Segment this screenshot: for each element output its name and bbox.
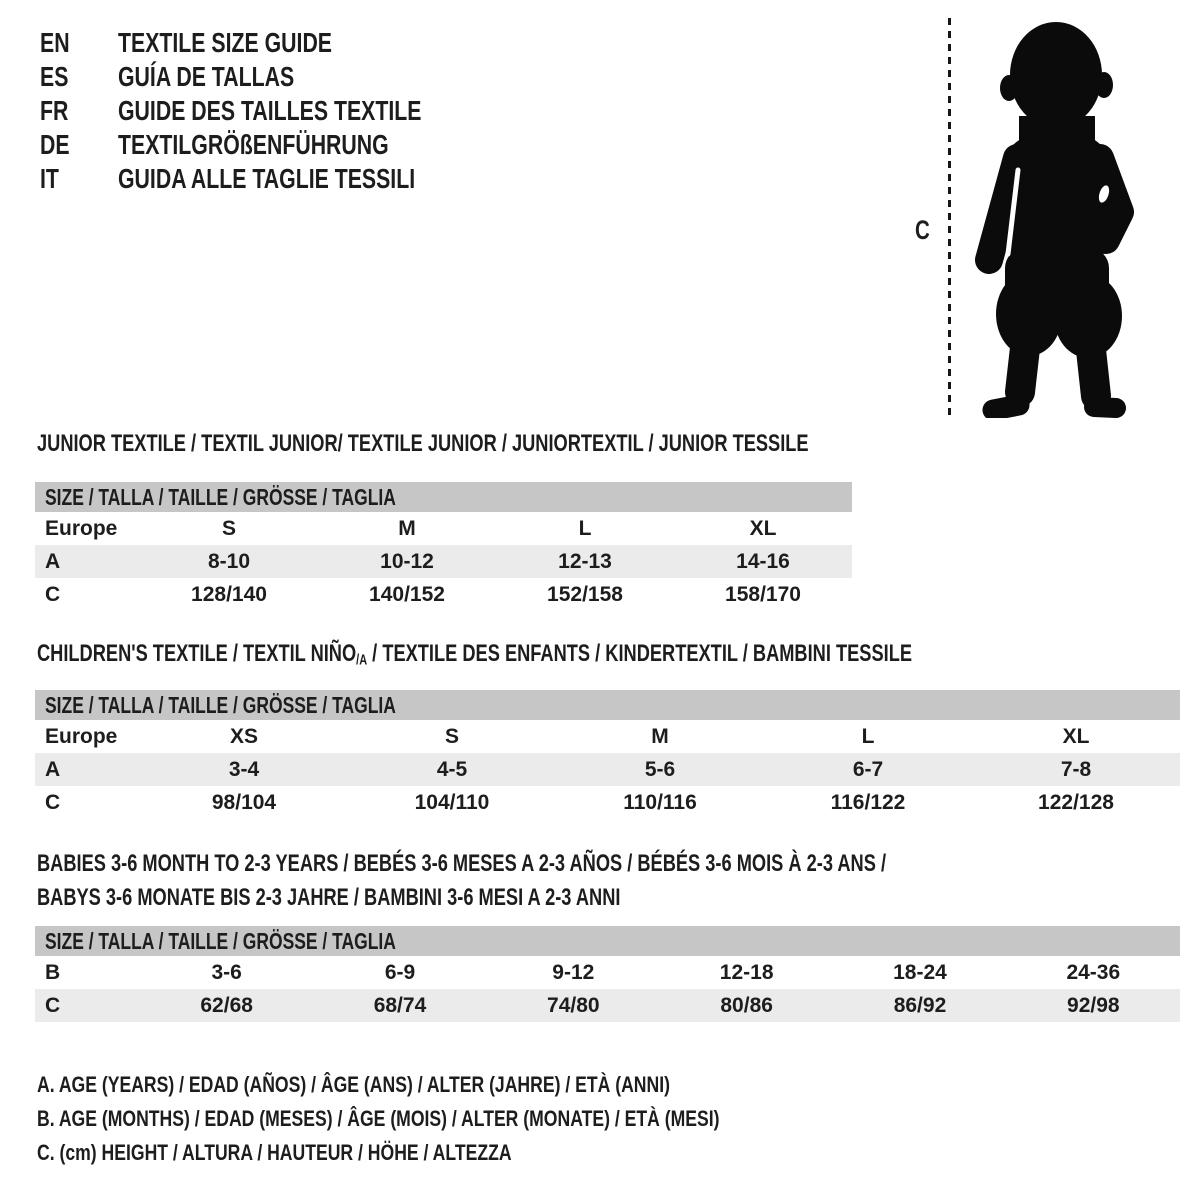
legend-line-a: [37, 1068, 890, 1102]
row-label: A: [45, 757, 61, 781]
age-cell: 5-6: [644, 757, 676, 781]
legend-text: B. AGE (MONTHS) / EDAD (MESES) / ÂGE (MOIS) / ALTER (MONATE) / ETÀ (MESI): [37, 1106, 720, 1131]
age-cell: 4-5: [436, 757, 468, 781]
section-title-junior-text: JUNIOR TEXTILE / TEXTIL JUNIOR/ TEXTILE JUNIOR / JUNIORTEXTIL / JUNIOR TESSILE: [37, 430, 809, 457]
language-row-es: [40, 60, 517, 94]
row-label: A: [45, 549, 61, 573]
height-cell: 68/74: [373, 993, 427, 1017]
age-cell: 7-8: [1060, 757, 1092, 781]
height-cell: 128/140: [191, 582, 267, 606]
language-row-de: [40, 128, 517, 162]
title-part: / TEXTILE DES ENFANTS / KINDERTEXTIL / BAMBINI TESSILE: [367, 640, 912, 667]
language-row-fr: [40, 94, 517, 128]
legend-line-c: [37, 1136, 890, 1170]
size-cell: M: [398, 516, 416, 540]
height-cell: 122/128: [1038, 790, 1114, 814]
height-cell: 92/98: [1067, 993, 1120, 1017]
size-cell: XL: [749, 516, 777, 540]
size-cell: S: [444, 724, 459, 748]
section-title-babies-line2: BABYS 3-6 MONATE BIS 2-3 JAHRE / BAMBINI 3-6 MESI A 2-3 ANNI: [37, 884, 621, 911]
size-row-height: [35, 578, 852, 611]
language-row-en: [40, 26, 517, 60]
language-code: FR: [40, 95, 69, 126]
age-cell: 18-24: [893, 960, 947, 984]
title-part: CHILDREN'S TEXTILE / TEXTIL NIÑO: [37, 640, 357, 667]
section-title-babies-line1: BABIES 3-6 MONTH TO 2-3 YEARS / BEBÉS 3-6 MESES A 2-3 AÑOS / BÉBÉS 3-6 MOIS À 2-3 ANS /: [37, 850, 887, 877]
size-header-text: SIZE / TALLA / TAILLE / GRÖSSE / TAGLIA: [45, 691, 396, 718]
section-title-babies: [37, 847, 1154, 915]
age-cell: 6-9: [384, 960, 416, 984]
size-cell: M: [651, 724, 669, 748]
row-label: Europe: [45, 516, 118, 540]
legend-line-b: [37, 1102, 890, 1136]
title-subscript: /A: [356, 652, 368, 669]
height-cell: 152/158: [547, 582, 623, 606]
size-header-bar: [35, 482, 852, 512]
height-cell: 62/68: [200, 993, 253, 1017]
height-measure-label: C: [915, 215, 930, 245]
row-label: Europe: [45, 724, 118, 748]
legend-text: C. (cm) HEIGHT / ALTURA / HAUTEUR / HÖHE / ALTEZZA: [37, 1140, 512, 1165]
age-cell: 9-12: [552, 960, 595, 984]
language-code: DE: [40, 129, 70, 160]
age-cell: 24-36: [1066, 960, 1121, 984]
size-row-europe: [35, 512, 852, 545]
size-header-bar: [35, 690, 1180, 720]
height-cell: 158/170: [725, 582, 801, 606]
size-cell: XS: [229, 724, 258, 748]
toddler-silhouette-icon: [963, 18, 1143, 418]
language-title-list: [40, 26, 517, 196]
language-code: IT: [40, 163, 59, 194]
age-cell: 3-6: [211, 960, 242, 984]
size-header-text: SIZE / TALLA / TAILLE / GRÖSSE / TAGLIA: [45, 927, 396, 954]
size-header-text: SIZE / TALLA / TAILLE / GRÖSSE / TAGLIA: [45, 483, 396, 510]
size-header-bar: [35, 926, 1180, 956]
row-label: C: [45, 582, 61, 606]
size-row-height: [35, 786, 1180, 819]
section-title-children-text: [37, 640, 912, 669]
language-row-it: [40, 162, 517, 196]
height-cell: 110/116: [623, 790, 697, 814]
measurement-legend: [37, 1068, 890, 1170]
children-size-table: [35, 690, 1180, 819]
language-code: EN: [40, 27, 70, 58]
age-cell: 12-13: [558, 549, 612, 573]
size-row-europe: [35, 720, 1180, 753]
height-cell: 98/104: [211, 790, 277, 814]
size-row-age-months: [35, 956, 1180, 989]
guide-title-es: GUÍA DE TALLAS: [118, 61, 295, 92]
language-code: ES: [40, 61, 69, 92]
height-cell: 74/80: [547, 993, 600, 1017]
legend-text: A. AGE (YEARS) / EDAD (AÑOS) / ÂGE (ANS) / ALTER (JAHRE) / ETÀ (ANNI): [37, 1072, 670, 1097]
age-cell: 8-10: [207, 549, 251, 573]
row-label: B: [45, 960, 61, 984]
height-cell: 116/122: [830, 790, 906, 814]
guide-title-en: TEXTILE SIZE GUIDE: [118, 27, 333, 58]
babies-size-table: [35, 926, 1180, 1022]
size-cell: L: [578, 516, 592, 540]
row-label: C: [45, 790, 61, 814]
height-cell: 104/110: [414, 790, 490, 814]
size-row-height: [35, 989, 1180, 1022]
age-cell: 12-18: [719, 960, 774, 984]
height-cell: 86/92: [893, 993, 947, 1017]
height-measure-dashed-line: [948, 18, 951, 416]
age-cell: 6-7: [852, 757, 884, 781]
junior-size-table: [35, 482, 852, 611]
size-row-age: [35, 545, 852, 578]
size-cell: L: [861, 724, 875, 748]
size-cell: S: [221, 516, 236, 540]
guide-title-it: GUIDA ALLE TAGLIE TESSILI: [118, 163, 416, 194]
age-cell: 3-4: [228, 757, 260, 781]
age-cell: 10-12: [380, 549, 434, 573]
height-cell: 140/152: [369, 582, 445, 606]
age-cell: 14-16: [736, 549, 790, 573]
guide-title-de: TEXTILGRÖßENFÜHRUNG: [118, 129, 389, 160]
height-cell: 80/86: [720, 993, 773, 1017]
size-cell: XL: [1062, 724, 1090, 748]
section-title-junior: [37, 430, 1052, 458]
guide-title-fr: GUIDE DES TAILLES TEXTILE: [118, 95, 422, 126]
size-row-age: [35, 753, 1180, 786]
row-label: C: [45, 993, 61, 1017]
section-title-children: [37, 640, 1188, 669]
